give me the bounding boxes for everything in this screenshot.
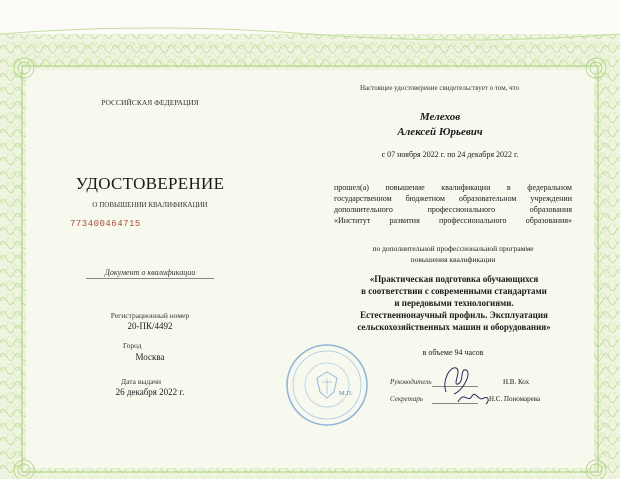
document-title: УДОСТОВЕРЕНИЕ bbox=[75, 174, 225, 193]
stamp-label: М.П. bbox=[339, 390, 353, 397]
program-title-line-1: «Практическая подготовка обучающихся bbox=[369, 274, 539, 284]
city-value: Москва bbox=[135, 352, 165, 362]
program-title-line-3: и передовыми технологиями. bbox=[394, 298, 514, 308]
registration-number-value: 20-ПК/4492 bbox=[127, 321, 173, 331]
study-period: с 07 ноября 2022 г. по 24 декабря 2022 г. bbox=[381, 150, 519, 159]
document-subtitle: О ПОВЫШЕНИИ КВАЛИФИКАЦИИ bbox=[92, 201, 208, 209]
secretary-label: Секретарь bbox=[390, 395, 423, 403]
intro-text: Настоящее удостоверение свидетельствует о том, что bbox=[360, 84, 520, 92]
recipient-name: Алексей Юрьевич bbox=[397, 126, 483, 138]
country-label: РОССИЙСКАЯ ФЕДЕРАЦИЯ bbox=[101, 98, 199, 107]
program-title-line-2: в соответствии с современными стандартами bbox=[361, 286, 547, 296]
body-line-1: прошел(а) повышение квалификации в федеральном bbox=[334, 183, 572, 192]
recipient-surname: Мелехов bbox=[419, 111, 461, 123]
official-stamp-icon bbox=[284, 342, 370, 428]
secretary-signature-icon bbox=[456, 388, 492, 408]
divider-line bbox=[86, 278, 214, 279]
body-line-3: дополнительного профессионального образования bbox=[334, 205, 572, 214]
head-name: Н.В. Кох bbox=[503, 378, 530, 386]
program-title-line-4: Естественнонаучный профиль. Эксплуатация bbox=[360, 310, 548, 320]
body-line-2: государственном бюджетном образовательном учреждении bbox=[334, 194, 572, 203]
document-caption: Документ о квалификации bbox=[104, 268, 196, 277]
issue-date-label: Дата выдачи bbox=[121, 377, 162, 386]
program-title-line-5: сельскохозяйственных машин и оборудования» bbox=[357, 322, 551, 332]
body-line-4: «Институт развития профессионального образования» bbox=[334, 216, 572, 225]
hours-text: в объеме 94 часов bbox=[422, 348, 484, 357]
serial-number: 773400464715 bbox=[70, 219, 141, 229]
city-label: Город bbox=[123, 341, 142, 350]
issue-date-value: 26 декабря 2022 г. bbox=[115, 387, 185, 397]
head-label: Руководитель bbox=[390, 378, 432, 386]
program-line-1: по дополнительной профессиональной программе bbox=[372, 244, 534, 253]
registration-number-label: Регистрационный номер bbox=[110, 311, 190, 320]
secretary-name: Н.С. Пономарева bbox=[489, 395, 541, 403]
program-line-2: повышения квалификации bbox=[410, 255, 496, 264]
